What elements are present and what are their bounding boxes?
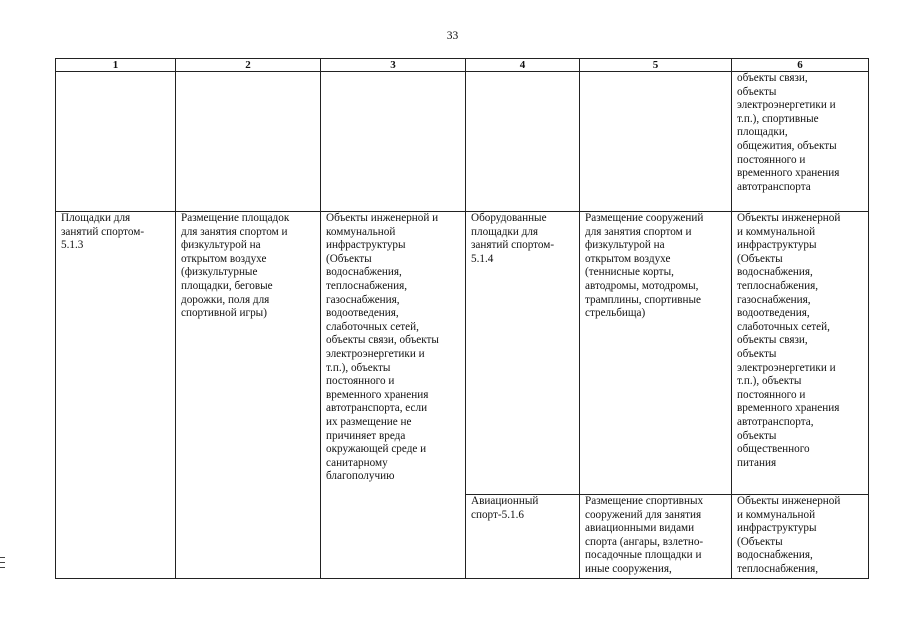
cell-text: Объекты инженерной и коммунальной инфраструктуры (Объекты водоснабжения, теплоснабжения, [737,495,841,575]
scan-margin-mark [0,557,5,579]
table-cell [466,495,580,579]
header-col-3: 3 [321,59,466,72]
cell-text: Оборудованные площадки для занятий спортом- 5.1.4 [471,212,555,265]
table-row-sport-grounds [56,212,869,495]
table-cell [732,212,869,495]
cell-text: Размещение площадок для занятия спортом и физкультурой на открытом воздухе (физкультурные площадки, беговые дорожки, поля для спортивной игры) [181,212,290,320]
header-col-5: 5 [580,59,732,72]
table-cell [56,212,176,579]
cell-text: Объекты инженерной и коммунальной инфраструктуры (Объекты водоснабжения, теплоснабжения, газоснабжения, водоотведения, слаботочных сетей, объекты связи, объекты электроэнергетики и т.п.), объекты постоянного и временного хранения автотранспорта, объекты общественного питания [737,212,841,469]
table-cell [580,212,732,495]
header-row [56,59,869,72]
table-cell [56,72,176,212]
page-number: 33 [446,30,459,42]
header-col-6: 6 [732,59,869,72]
table-cell [466,212,580,495]
cell-text: Площадки для занятий спортом- 5.1.3 [61,212,145,252]
table-row-continuation [56,72,869,212]
cell-text: объекты связи, объекты электроэнергетики и т.п.), спортивные площадки, общежития, объекты постоянного и временного хранения автотранспорта [737,72,840,193]
table-cell [580,495,732,579]
header-col-1: 1 [56,59,176,72]
cell-text: Объекты инженерной и коммунальной инфраструктуры (Объекты водоснабжения, теплоснабжения, газоснабжения, водоотведения, слаботочных сетей, объекты связи, объекты электроэнергетики и т.п.), объекты постоянного и временного хранения автотранспорта, если их размещение не причиняет вреда окружающей среде и санитарному благополучию [326,212,439,483]
table-cell [176,72,321,212]
table-cell [321,212,466,579]
header-col-4: 4 [466,59,580,72]
table-cell [580,72,732,212]
table-cell [466,72,580,212]
cell-text: Авиационный спорт-5.1.6 [471,495,539,521]
table-cell [176,212,321,579]
header-col-2: 2 [176,59,321,72]
table-cell [732,72,869,212]
land-use-table [55,58,869,579]
table-cell [321,72,466,212]
cell-text: Размещение спортивных сооружений для занятия авиационными видами спорта (ангары, взлетно- посадочные площадки и иные сооружения, [585,495,704,575]
table-cell [732,495,869,579]
cell-text: Размещение сооружений для занятия спортом и физкультурой на открытом воздухе (теннисные корты, автодромы, мотодромы, трамплины, спортивные стрельбища) [585,212,704,320]
